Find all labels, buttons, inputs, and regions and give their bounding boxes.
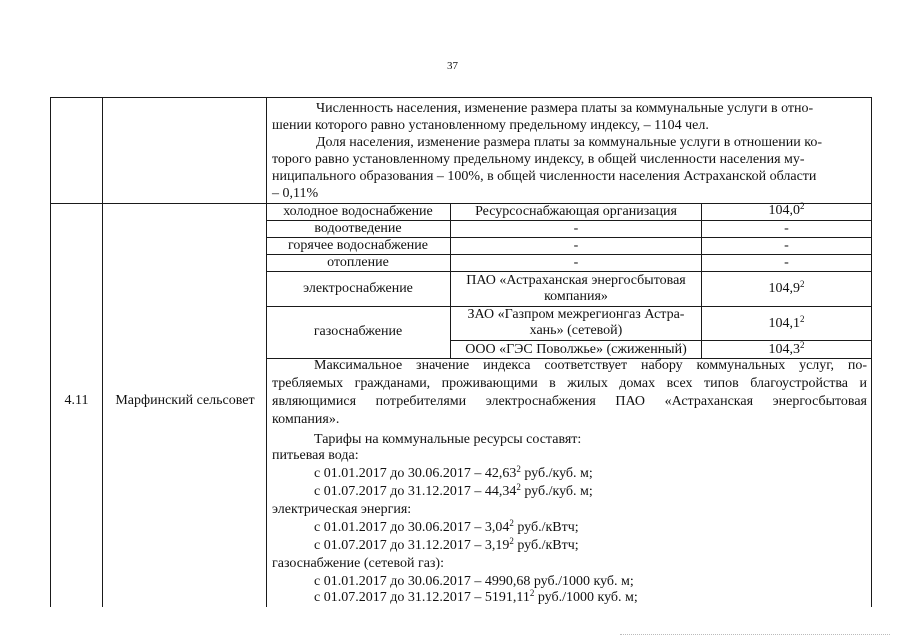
description-line-4: компания». (272, 412, 340, 427)
tariff-gas-label: газоснабжение (сетевой газ): (272, 556, 444, 571)
service-name: электроснабжение (303, 281, 413, 296)
municipality-name: Марфинский сельсовет (115, 393, 255, 408)
prev-row-p1-line2: шении которого равно установленному предельному индексу, – 1104 чел. (272, 118, 709, 133)
service-name: водоотведение (314, 221, 402, 236)
description-line-3: являющимися потребителями электроснабжения ПАО «Астраханская энергосбытовая (272, 394, 867, 409)
service-organization: ООО «ГЭС Поволжье» (сжиженный) (465, 342, 687, 357)
tariff-water-1: с 01.01.2017 до 30.06.2017 – 42,63$^2$ руб./куб. м; (314, 464, 593, 481)
prev-row-p2-line1: Доля населения, изменение размера платы за коммунальные услуги в отношении ко- (316, 135, 823, 150)
tariff-water-2: с 01.07.2017 до 31.12.2017 – 44,34$^2$ руб./куб. м; (314, 482, 593, 499)
column-divider-name (266, 97, 267, 607)
service-index: 104,1$^2$ (768, 314, 805, 331)
prev-row-p2-line3: ниципального образования – 100%, в общей численности населения Астраханской области (272, 169, 817, 184)
tariff-gas-2: с 01.07.2017 до 31.12.2017 – 5191,11$^2$ руб./1000 куб. м; (314, 588, 638, 605)
service-name: холодное водоснабжение (283, 204, 433, 219)
description-line-1: Максимальное значение индекса соответствует набору коммунальных услуг, по- (314, 358, 867, 373)
scan-artifact (620, 628, 890, 635)
table-left-border (50, 97, 51, 607)
service-name: газоснабжение (313, 324, 403, 339)
service-index: - (784, 255, 789, 270)
column-divider-number (102, 97, 103, 607)
table-top-border (50, 97, 872, 98)
service-index: 104,3$^2$ (768, 340, 805, 357)
service-organization: - (573, 255, 579, 270)
tariff-electric-2: с 01.07.2017 до 31.12.2017 – 3,19$^2$ руб./кВтч; (314, 536, 579, 553)
service-organization: ЗАО «Газпром межрегионгаз Астра- хань» (сетевой) (467, 307, 685, 338)
service-index: - (784, 238, 789, 253)
tariff-water-label: питьевая вода: (272, 448, 359, 463)
prev-row-p2-line4: – 0,11% (272, 186, 319, 201)
prev-row-p1-line1: Численность населения, изменение размера платы за коммунальные услуги в отно- (316, 101, 814, 116)
page-number: 37 (447, 60, 458, 72)
service-organization: - (573, 221, 579, 236)
tariff-electric-1: с 01.01.2017 до 30.06.2017 – 3,04$^2$ руб./кВтч; (314, 518, 579, 535)
service-organization: Ресурсоснабжающая организация (475, 204, 677, 219)
tariff-gas-1: с 01.01.2017 до 30.06.2017 – 4990,68 руб./1000 куб. м; (314, 574, 634, 589)
service-name: отопление (327, 255, 389, 270)
prev-row-p2-line2: торого равно установленному предельному индексу, в общей численности населения му- (272, 152, 805, 167)
service-name: горячее водоснабжение (288, 238, 428, 253)
service-organization: ПАО «Астраханская энергосбытовая компания» (466, 273, 686, 304)
service-index: 104,0$^2$ (768, 201, 805, 218)
service-organization: - (573, 238, 579, 253)
tariff-electric-label: электрическая энергия: (272, 502, 412, 517)
service-index: - (784, 221, 789, 236)
tariffs-intro: Тарифы на коммунальные ресурсы составят: (314, 432, 582, 447)
row-number: 4.11 (64, 393, 89, 408)
service-index: 104,9$^2$ (768, 279, 805, 296)
description-line-2: требляемых гражданами, проживающими в жилых домах всех типов благоустройства и (272, 376, 867, 391)
table-right-border (871, 97, 872, 607)
